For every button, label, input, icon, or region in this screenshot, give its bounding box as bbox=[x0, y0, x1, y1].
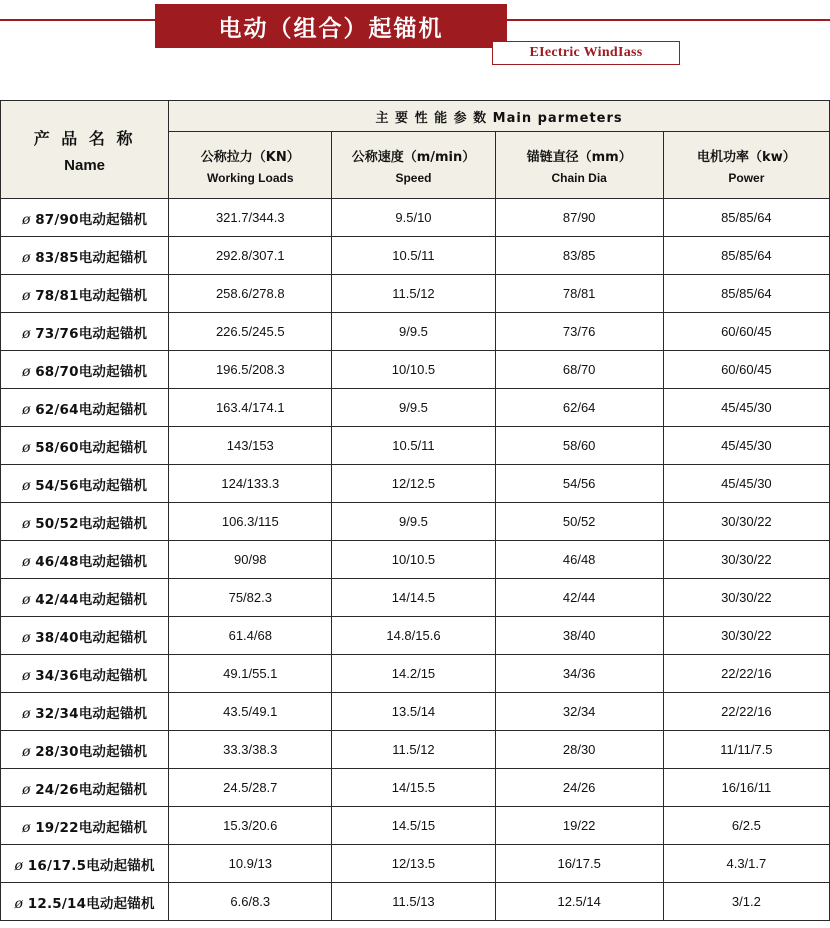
cell-product-name bbox=[1, 503, 169, 541]
cell-working-loads: 15.3/20.6 bbox=[169, 807, 332, 845]
cell-working-loads: 49.1/55.1 bbox=[169, 655, 332, 693]
diameter-symbol-icon: ø bbox=[21, 439, 36, 456]
diameter-symbol-icon: ø bbox=[21, 629, 36, 646]
table-row bbox=[1, 731, 830, 769]
product-name-text: 78/81电动起锚机 bbox=[35, 287, 148, 304]
product-name-text: 32/34电动起锚机 bbox=[35, 705, 148, 722]
cell-speed: 9/9.5 bbox=[332, 313, 495, 351]
cell-speed: 14/14.5 bbox=[332, 579, 495, 617]
column-header-chain-dia-cn: 锚链直径（mm） bbox=[526, 149, 632, 165]
column-header-chain-dia bbox=[495, 132, 663, 199]
product-name-text: 46/48电动起锚机 bbox=[35, 553, 148, 570]
cell-power: 30/30/22 bbox=[663, 541, 829, 579]
table-row bbox=[1, 769, 830, 807]
column-header-working-loads-en: Working Loads bbox=[207, 170, 294, 185]
product-name-text: 19/22电动起锚机 bbox=[35, 819, 148, 836]
column-header-speed-cn: 公称速度（m/min） bbox=[351, 149, 476, 165]
cell-product-name bbox=[1, 845, 169, 883]
product-name-text: 83/85电动起锚机 bbox=[35, 249, 148, 266]
cell-speed: 12/13.5 bbox=[332, 845, 495, 883]
column-header-working-loads bbox=[169, 132, 332, 199]
cell-product-name bbox=[1, 693, 169, 731]
product-name-text: 73/76电动起锚机 bbox=[35, 325, 148, 342]
product-name-text: 12.5/14电动起锚机 bbox=[27, 895, 155, 912]
cell-working-loads: 75/82.3 bbox=[169, 579, 332, 617]
cell-product-name bbox=[1, 769, 169, 807]
page-title-cn: 电动（组合）起锚机 bbox=[218, 15, 444, 42]
column-header-power-en: Power bbox=[728, 170, 765, 185]
product-name-text: 68/70电动起锚机 bbox=[35, 363, 148, 380]
cell-power: 60/60/45 bbox=[663, 351, 829, 389]
cell-power: 4.3/1.7 bbox=[663, 845, 829, 883]
cell-power: 45/45/30 bbox=[663, 389, 829, 427]
cell-working-loads: 90/98 bbox=[169, 541, 332, 579]
cell-working-loads: 143/153 bbox=[169, 427, 332, 465]
table-row bbox=[1, 427, 830, 465]
column-header-name-cn: 产 品 名 称 bbox=[33, 128, 136, 148]
cell-speed: 9/9.5 bbox=[332, 503, 495, 541]
cell-chain-dia: 42/44 bbox=[495, 579, 663, 617]
cell-chain-dia: 19/22 bbox=[495, 807, 663, 845]
column-header-name-en: Name bbox=[64, 156, 106, 174]
table-row bbox=[1, 807, 830, 845]
table-row bbox=[1, 313, 830, 351]
table-row bbox=[1, 655, 830, 693]
product-name-text: 87/90电动起锚机 bbox=[35, 211, 148, 228]
diameter-symbol-icon: ø bbox=[21, 705, 36, 722]
diameter-symbol-icon: ø bbox=[21, 401, 36, 418]
cell-power: 60/60/45 bbox=[663, 313, 829, 351]
cell-power: 22/22/16 bbox=[663, 655, 829, 693]
cell-speed: 12/12.5 bbox=[332, 465, 495, 503]
cell-speed: 14.5/15 bbox=[332, 807, 495, 845]
diameter-symbol-icon: ø bbox=[21, 249, 36, 266]
cell-speed: 11.5/12 bbox=[332, 275, 495, 313]
cell-power: 85/85/64 bbox=[663, 275, 829, 313]
column-group-header-main-parameters: 主 要 性 能 参 数 Main parmeters bbox=[169, 101, 830, 132]
cell-chain-dia: 16/17.5 bbox=[495, 845, 663, 883]
cell-working-loads: 106.3/115 bbox=[169, 503, 332, 541]
spec-table-body bbox=[1, 199, 830, 921]
table-row bbox=[1, 579, 830, 617]
product-name-text: 58/60电动起锚机 bbox=[35, 439, 148, 456]
cell-chain-dia: 24/26 bbox=[495, 769, 663, 807]
cell-chain-dia: 78/81 bbox=[495, 275, 663, 313]
cell-chain-dia: 46/48 bbox=[495, 541, 663, 579]
cell-speed: 11.5/13 bbox=[332, 883, 495, 921]
cell-power: 30/30/22 bbox=[663, 579, 829, 617]
cell-product-name bbox=[1, 389, 169, 427]
diameter-symbol-icon: ø bbox=[14, 895, 28, 912]
cell-speed: 10/10.5 bbox=[332, 351, 495, 389]
cell-chain-dia: 28/30 bbox=[495, 731, 663, 769]
cell-chain-dia: 38/40 bbox=[495, 617, 663, 655]
cell-power: 85/85/64 bbox=[663, 237, 829, 275]
cell-chain-dia: 73/76 bbox=[495, 313, 663, 351]
cell-working-loads: 226.5/245.5 bbox=[169, 313, 332, 351]
cell-product-name bbox=[1, 313, 169, 351]
cell-working-loads: 10.9/13 bbox=[169, 845, 332, 883]
cell-speed: 10.5/11 bbox=[332, 427, 495, 465]
cell-working-loads: 61.4/68 bbox=[169, 617, 332, 655]
title-rule-right bbox=[505, 19, 830, 21]
chinese-title-banner bbox=[155, 4, 507, 48]
product-name-text: 24/26电动起锚机 bbox=[35, 781, 148, 798]
cell-chain-dia: 83/85 bbox=[495, 237, 663, 275]
diameter-symbol-icon: ø bbox=[21, 781, 36, 798]
cell-working-loads: 292.8/307.1 bbox=[169, 237, 332, 275]
diameter-symbol-icon: ø bbox=[21, 819, 36, 836]
cell-product-name bbox=[1, 731, 169, 769]
cell-working-loads: 321.7/344.3 bbox=[169, 199, 332, 237]
column-header-power bbox=[663, 132, 829, 199]
table-row bbox=[1, 617, 830, 655]
diameter-symbol-icon: ø bbox=[21, 743, 36, 760]
cell-product-name bbox=[1, 199, 169, 237]
cell-chain-dia: 54/56 bbox=[495, 465, 663, 503]
column-header-name bbox=[1, 101, 169, 199]
cell-power: 30/30/22 bbox=[663, 617, 829, 655]
cell-product-name bbox=[1, 883, 169, 921]
cell-product-name bbox=[1, 351, 169, 389]
diameter-symbol-icon: ø bbox=[21, 667, 36, 684]
table-row bbox=[1, 465, 830, 503]
product-name-text: 34/36电动起锚机 bbox=[35, 667, 148, 684]
cell-power: 16/16/11 bbox=[663, 769, 829, 807]
diameter-symbol-icon: ø bbox=[21, 363, 36, 380]
cell-speed: 9.5/10 bbox=[332, 199, 495, 237]
cell-speed: 10/10.5 bbox=[332, 541, 495, 579]
table-header-row-group bbox=[1, 101, 830, 132]
cell-power: 45/45/30 bbox=[663, 465, 829, 503]
table-row bbox=[1, 389, 830, 427]
table-row bbox=[1, 237, 830, 275]
table-row bbox=[1, 883, 830, 921]
cell-working-loads: 258.6/278.8 bbox=[169, 275, 332, 313]
cell-product-name bbox=[1, 655, 169, 693]
cell-product-name bbox=[1, 541, 169, 579]
cell-working-loads: 6.6/8.3 bbox=[169, 883, 332, 921]
product-name-text: 16/17.5电动起锚机 bbox=[27, 857, 155, 874]
table-row bbox=[1, 351, 830, 389]
diameter-symbol-icon: ø bbox=[21, 515, 36, 532]
english-title-box bbox=[492, 41, 680, 65]
page-header bbox=[0, 0, 830, 100]
product-name-text: 38/40电动起锚机 bbox=[35, 629, 148, 646]
cell-working-loads: 43.5/49.1 bbox=[169, 693, 332, 731]
cell-product-name bbox=[1, 275, 169, 313]
diameter-symbol-icon: ø bbox=[21, 477, 36, 494]
cell-product-name bbox=[1, 465, 169, 503]
cell-chain-dia: 32/34 bbox=[495, 693, 663, 731]
diameter-symbol-icon: ø bbox=[21, 287, 36, 304]
cell-power: 22/22/16 bbox=[663, 693, 829, 731]
cell-power: 11/11/7.5 bbox=[663, 731, 829, 769]
cell-speed: 14.8/15.6 bbox=[332, 617, 495, 655]
product-name-text: 28/30电动起锚机 bbox=[35, 743, 148, 760]
column-header-power-cn: 电机功率（kw） bbox=[697, 149, 796, 165]
cell-working-loads: 33.3/38.3 bbox=[169, 731, 332, 769]
cell-speed: 14.2/15 bbox=[332, 655, 495, 693]
spec-table-wrap bbox=[0, 100, 830, 921]
product-name-text: 54/56电动起锚机 bbox=[35, 477, 148, 494]
cell-chain-dia: 58/60 bbox=[495, 427, 663, 465]
column-header-working-loads-cn: 公称拉力（KN） bbox=[200, 149, 300, 165]
cell-power: 85/85/64 bbox=[663, 199, 829, 237]
cell-product-name bbox=[1, 579, 169, 617]
cell-chain-dia: 50/52 bbox=[495, 503, 663, 541]
cell-speed: 13.5/14 bbox=[332, 693, 495, 731]
cell-chain-dia: 62/64 bbox=[495, 389, 663, 427]
page-title-en: EIectric WindIass bbox=[529, 45, 643, 60]
diameter-symbol-icon: ø bbox=[21, 553, 36, 570]
cell-power: 3/1.2 bbox=[663, 883, 829, 921]
cell-chain-dia: 87/90 bbox=[495, 199, 663, 237]
table-row bbox=[1, 199, 830, 237]
column-header-chain-dia-en: Chain Dia bbox=[551, 170, 607, 185]
cell-power: 6/2.5 bbox=[663, 807, 829, 845]
product-name-text: 62/64电动起锚机 bbox=[35, 401, 148, 418]
cell-product-name bbox=[1, 617, 169, 655]
cell-chain-dia: 34/36 bbox=[495, 655, 663, 693]
table-row bbox=[1, 541, 830, 579]
cell-working-loads: 24.5/28.7 bbox=[169, 769, 332, 807]
diameter-symbol-icon: ø bbox=[21, 211, 36, 228]
diameter-symbol-icon: ø bbox=[14, 857, 28, 874]
column-header-speed-en: Speed bbox=[395, 170, 432, 185]
cell-speed: 9/9.5 bbox=[332, 389, 495, 427]
cell-power: 45/45/30 bbox=[663, 427, 829, 465]
product-name-text: 42/44电动起锚机 bbox=[35, 591, 148, 608]
cell-working-loads: 163.4/174.1 bbox=[169, 389, 332, 427]
cell-power: 30/30/22 bbox=[663, 503, 829, 541]
table-row bbox=[1, 845, 830, 883]
table-row bbox=[1, 693, 830, 731]
table-row bbox=[1, 275, 830, 313]
cell-product-name bbox=[1, 237, 169, 275]
cell-speed: 11.5/12 bbox=[332, 731, 495, 769]
title-rule-left bbox=[0, 19, 158, 21]
diameter-symbol-icon: ø bbox=[21, 591, 36, 608]
product-name-text: 50/52电动起锚机 bbox=[35, 515, 148, 532]
cell-chain-dia: 12.5/14 bbox=[495, 883, 663, 921]
cell-product-name bbox=[1, 807, 169, 845]
cell-working-loads: 124/133.3 bbox=[169, 465, 332, 503]
cell-speed: 10.5/11 bbox=[332, 237, 495, 275]
table-row bbox=[1, 503, 830, 541]
cell-product-name bbox=[1, 427, 169, 465]
column-header-speed bbox=[332, 132, 495, 199]
diameter-symbol-icon: ø bbox=[21, 325, 36, 342]
cell-chain-dia: 68/70 bbox=[495, 351, 663, 389]
cell-speed: 14/15.5 bbox=[332, 769, 495, 807]
spec-table bbox=[0, 100, 830, 921]
cell-working-loads: 196.5/208.3 bbox=[169, 351, 332, 389]
